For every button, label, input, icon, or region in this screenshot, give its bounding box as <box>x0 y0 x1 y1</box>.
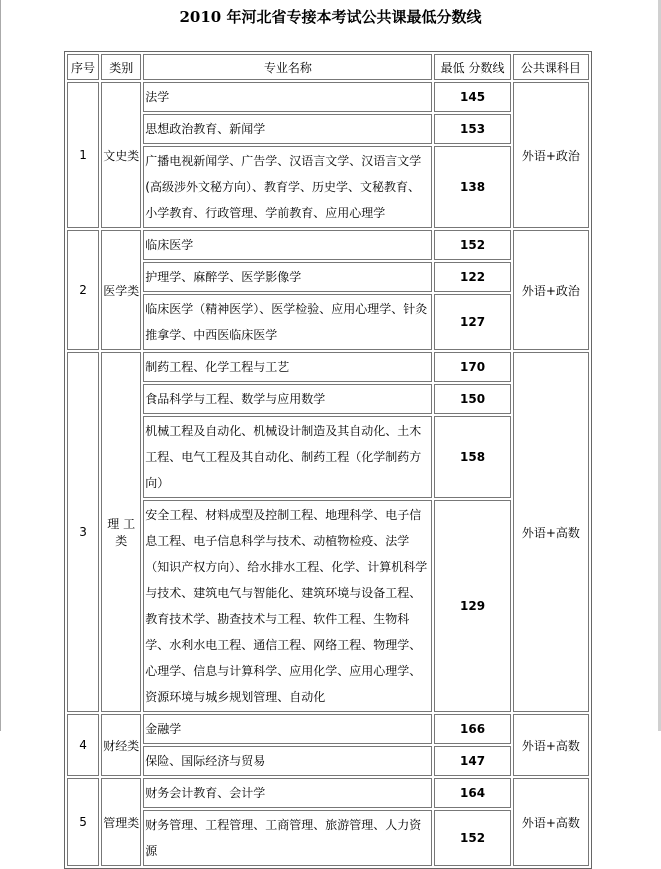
table-row <box>67 746 589 776</box>
group-index: 5 <box>67 778 99 866</box>
major-cell: 金融学 <box>143 714 432 744</box>
table-row <box>67 500 589 712</box>
score-cell: 153 <box>434 114 510 144</box>
score-cell: 145 <box>434 82 510 112</box>
table-row <box>67 230 589 260</box>
table-row <box>67 416 589 498</box>
header-min-score: 最低 分数线 <box>434 54 510 80</box>
group-category: 医学类 <box>101 230 141 350</box>
group-subjects: 外语+高数 <box>513 778 589 866</box>
major-cell: 机械工程及自动化、机械设计制造及其自动化、土木工程、电气工程及其自动化、制药工程（化学制药方向） <box>143 416 432 498</box>
table-row <box>67 810 589 866</box>
score-cell: 152 <box>434 230 510 260</box>
score-cell: 150 <box>434 384 510 414</box>
score-cell: 127 <box>434 294 510 350</box>
major-cell: 保险、国际经济与贸易 <box>143 746 432 776</box>
major-cell: 食品科学与工程、数学与应用数学 <box>143 384 432 414</box>
table-row <box>67 82 589 112</box>
score-cell: 138 <box>434 146 510 228</box>
group-subjects: 外语+高数 <box>513 714 589 776</box>
major-cell: 思想政治教育、新闻学 <box>143 114 432 144</box>
major-cell: 财务管理、工程管理、工商管理、旅游管理、人力资源 <box>143 810 432 866</box>
score-cell: 152 <box>434 810 510 866</box>
table-row <box>67 352 589 382</box>
header-major: 专业名称 <box>143 54 432 80</box>
score-cell: 164 <box>434 778 510 808</box>
group-category: 财经类 <box>101 714 141 776</box>
score-cell: 122 <box>434 262 510 292</box>
page-left-border <box>0 0 1 731</box>
major-cell: 护理学、麻醉学、医学影像学 <box>143 262 432 292</box>
table-row <box>67 778 589 808</box>
score-table <box>64 51 592 869</box>
major-cell: 财务会计教育、会计学 <box>143 778 432 808</box>
group-index: 4 <box>67 714 99 776</box>
score-cell: 166 <box>434 714 510 744</box>
score-cell: 147 <box>434 746 510 776</box>
group-category: 文史类 <box>101 82 141 228</box>
major-cell: 法学 <box>143 82 432 112</box>
major-cell: 制药工程、化学工程与工艺 <box>143 352 432 382</box>
group-subjects: 外语+政治 <box>513 82 589 228</box>
group-index: 3 <box>67 352 99 712</box>
group-index: 2 <box>67 230 99 350</box>
table-row <box>67 294 589 350</box>
table-row <box>67 714 589 744</box>
page-title: 2010 年河北省专接本考试公共课最低分数线 <box>179 8 482 26</box>
table-row <box>67 262 589 292</box>
score-cell: 158 <box>434 416 510 498</box>
major-cell: 临床医学（精神医学）、医学检验、应用心理学、针灸推拿学、中西医临床医学 <box>143 294 432 350</box>
header-category: 类别 <box>101 54 141 80</box>
score-cell: 170 <box>434 352 510 382</box>
header-index: 序号 <box>67 54 99 80</box>
header-subjects: 公共课科目 <box>513 54 589 80</box>
group-category: 理 工类 <box>101 352 141 712</box>
major-cell: 临床医学 <box>143 230 432 260</box>
table-row <box>67 384 589 414</box>
group-index: 1 <box>67 82 99 228</box>
group-category: 管理类 <box>101 778 141 866</box>
group-subjects: 外语+高数 <box>513 352 589 712</box>
table-row <box>67 114 589 144</box>
group-subjects: 外语+政治 <box>513 230 589 350</box>
table-header-row <box>67 54 589 80</box>
major-cell: 广播电视新闻学、广告学、汉语言文学、汉语言文学(高级涉外文秘方向）、教育学、历史学、文秘教育、小学教育、行政管理、学前教育、应用心理学 <box>143 146 432 228</box>
score-cell: 129 <box>434 500 510 712</box>
major-cell: 安全工程、材料成型及控制工程、地理科学、电子信息工程、电子信息科学与技术、动植物检疫、法学（知识产权方向）、给水排水工程、化学、计算机科学与技术、建筑电气与智能化、建筑环境与设备工程、教育技术学、勘查技术与工程、软件工程、生物科学、水利水电工程、通信工程、网络工程、物理学、心理学、信息与计算科学、应用化学、应用心理学、资源环境与城乡规划管理、自动化 <box>143 500 432 712</box>
table-row <box>67 146 589 228</box>
